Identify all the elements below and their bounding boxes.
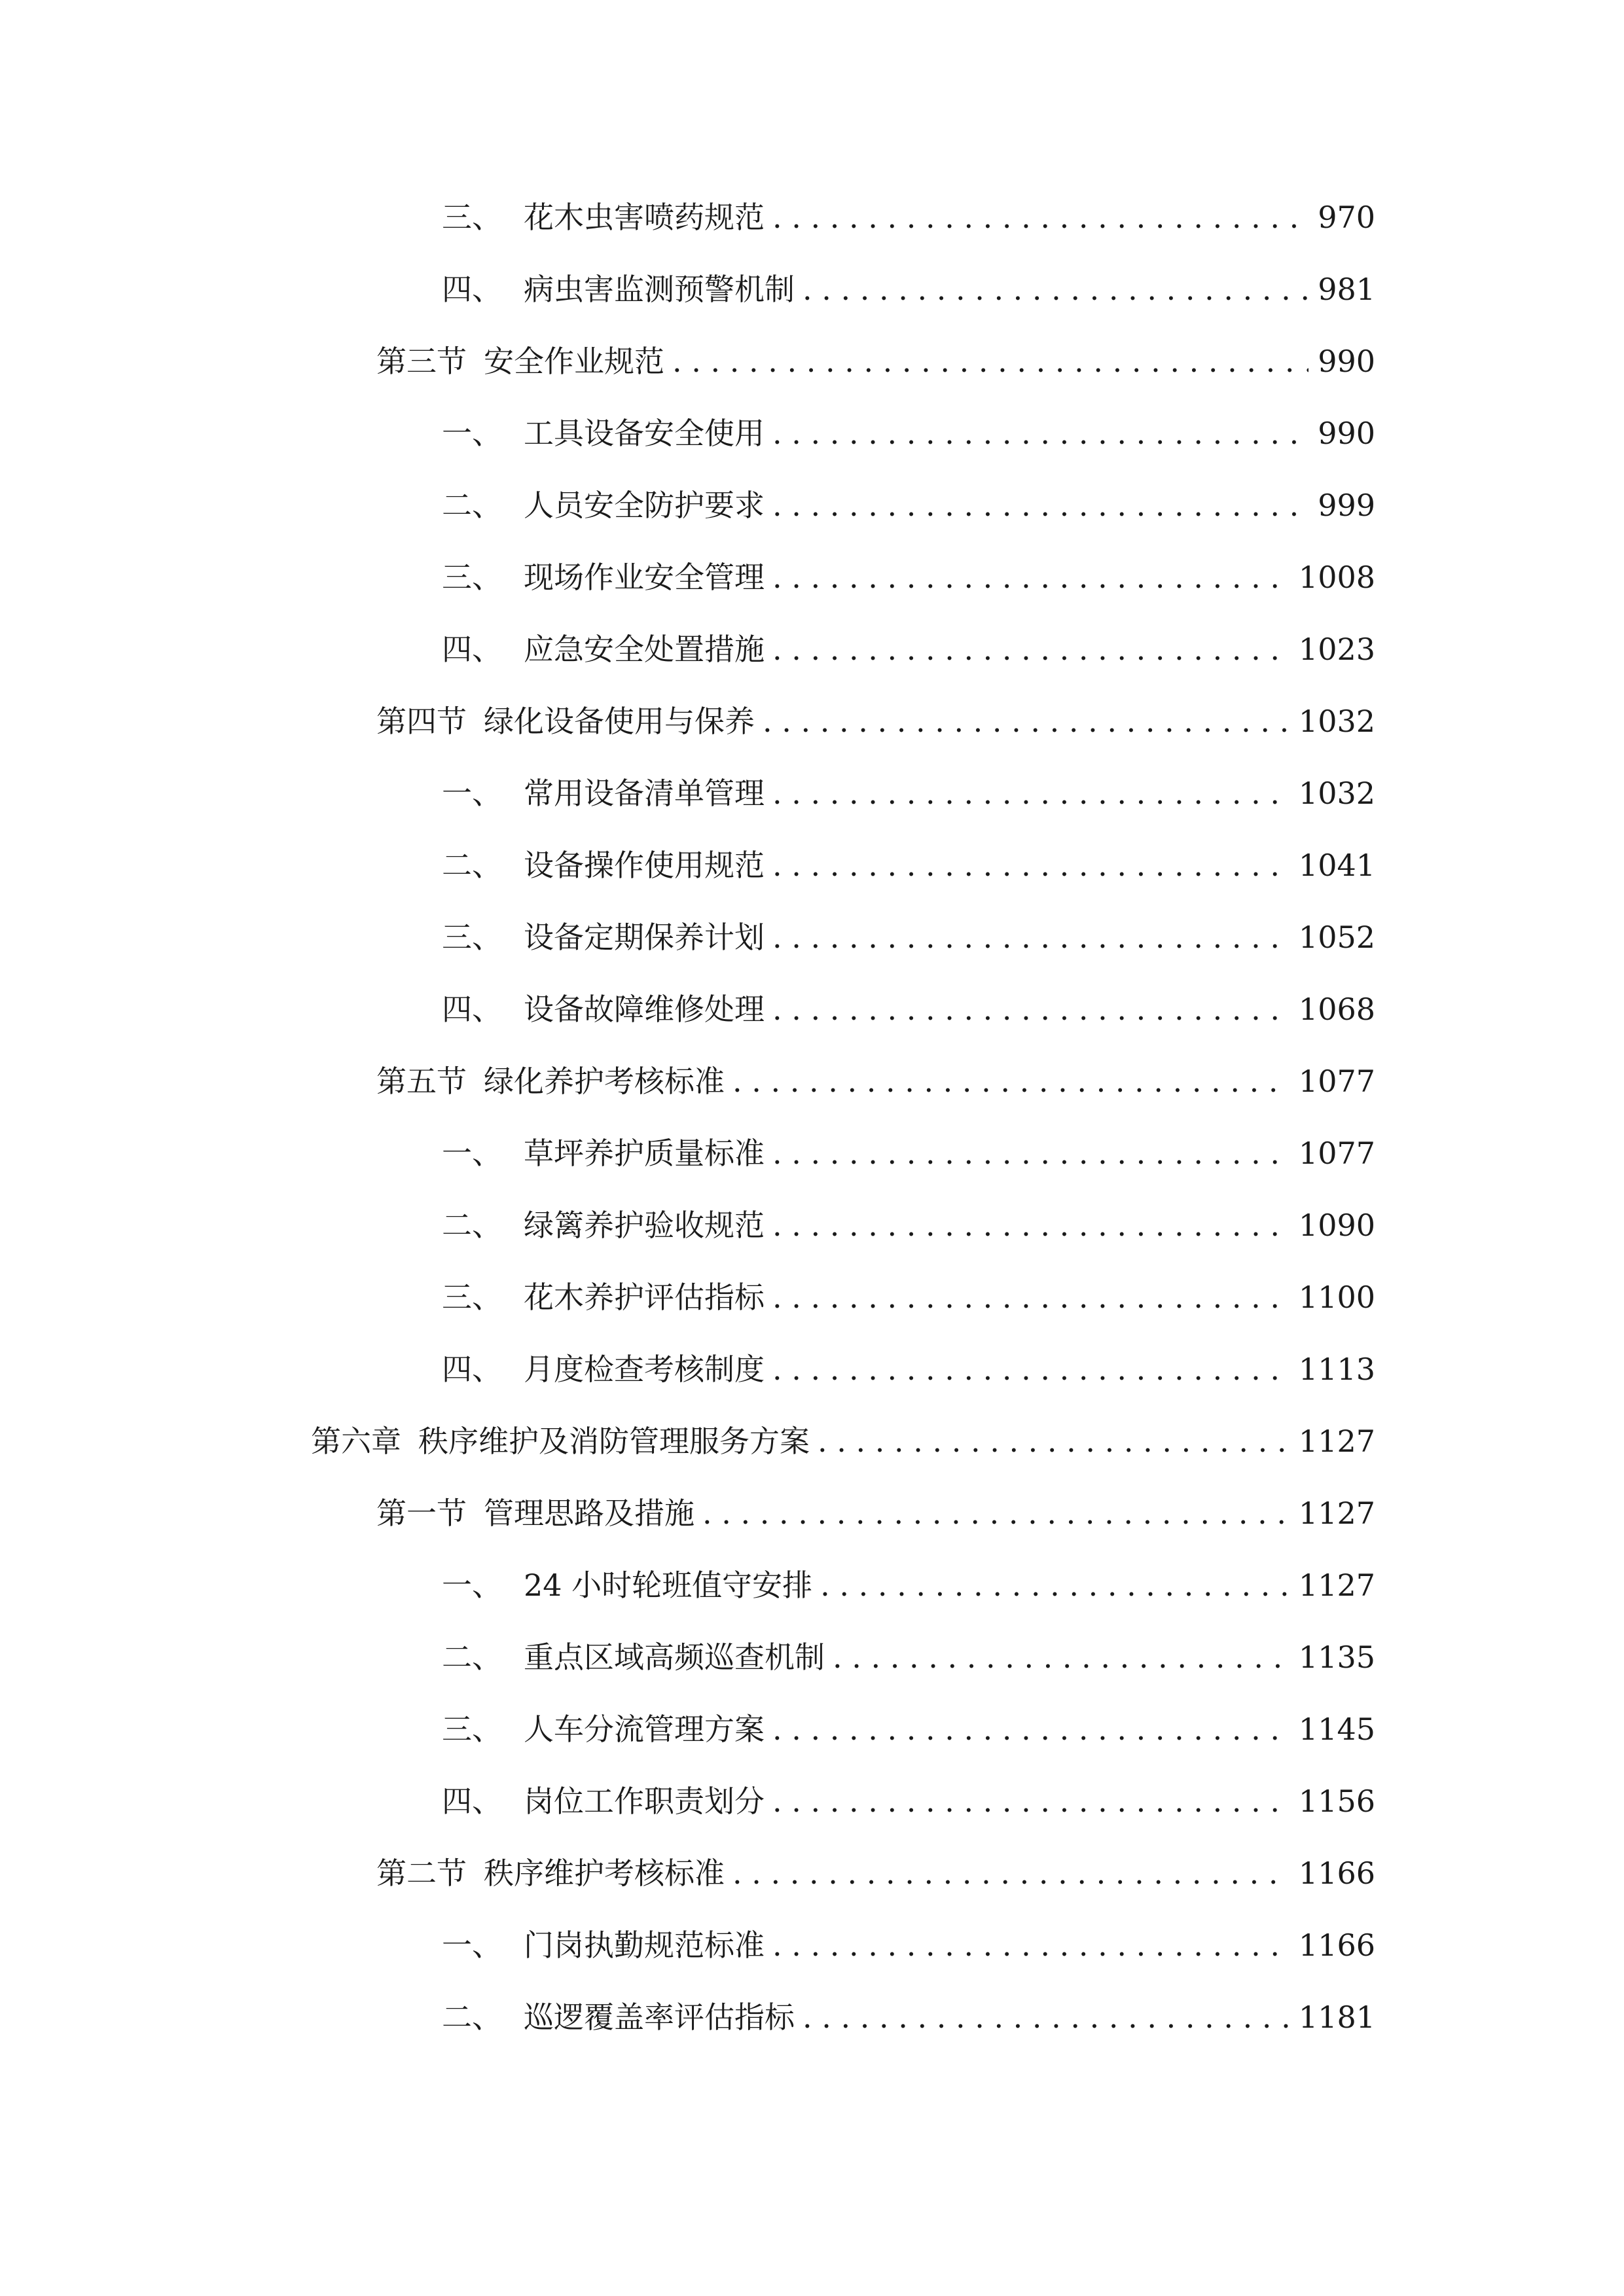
toc-entry[interactable] [442,551,1375,603]
dot-leader [772,1127,1290,1179]
toc-entry-page: 1127 [1298,1424,1375,1459]
toc-entry-page: 981 [1318,272,1375,307]
toc-entry-number: 第三节 [376,344,467,379]
toc-entry[interactable] [442,1559,1375,1611]
toc-entry[interactable] [311,1415,1375,1467]
toc-entry-number: 一、 [442,776,502,811]
dot-leader [772,1775,1290,1827]
dot-leader [772,767,1290,819]
dot-leader [772,623,1290,675]
toc-entry[interactable] [442,1631,1375,1683]
toc-entry-page: 1127 [1298,1496,1375,1531]
toc-entry-page: 1041 [1298,848,1375,883]
toc-entry-number: 三、 [442,1280,502,1315]
dot-leader [772,191,1308,243]
toc-entry-number: 第四节 [376,704,467,739]
toc-entry-number: 一、 [442,416,502,451]
toc-entry[interactable] [442,623,1375,675]
toc-entry-title: 设备操作使用规范 [524,848,765,883]
toc-entry-page: 1113 [1298,1352,1375,1387]
toc-entry-number: 第五节 [376,1064,467,1099]
dot-leader [772,1703,1290,1755]
toc-entry[interactable] [442,911,1375,963]
toc-entry-title: 花木虫害喷药规范 [524,200,765,235]
toc-entry[interactable] [442,1775,1375,1827]
dot-leader [833,1631,1290,1683]
toc-entry-number: 四、 [442,272,502,307]
toc-entry-title: 设备故障维修处理 [524,992,765,1027]
dot-leader [772,983,1290,1035]
toc-entry-number: 二、 [442,1640,502,1675]
toc-entry-page: 1023 [1298,632,1375,667]
toc-entry[interactable] [442,191,1375,243]
toc-entry-number: 四、 [442,992,502,1027]
toc-entry[interactable] [442,407,1375,459]
toc-entry-page: 1077 [1298,1064,1375,1099]
dot-leader [772,1919,1290,1971]
toc-entry-page: 999 [1318,488,1375,523]
toc-entry[interactable] [442,983,1375,1035]
toc-entry-number: 三、 [442,1712,502,1747]
toc-entry-title: 应急安全处置措施 [524,632,765,667]
toc-entry-page: 1032 [1298,776,1375,811]
toc-entry-page: 1032 [1298,704,1375,739]
toc-entry[interactable] [442,1199,1375,1251]
toc-entry-page: 1145 [1298,1712,1375,1747]
toc-entry-page: 1156 [1298,1784,1375,1819]
toc-entry[interactable] [442,1919,1375,1971]
toc-entry-number: 三、 [442,920,502,955]
toc-entry-number: 一、 [442,1928,502,1963]
toc-entry-title: 花木养护评估指标 [524,1280,765,1315]
toc-entry-title: 常用设备清单管理 [524,776,765,811]
dot-leader [772,551,1290,603]
toc-entry-page: 1166 [1298,1856,1375,1891]
toc-entry-title: 巡逻覆盖率评估指标 [524,2000,795,2035]
dot-leader [732,1055,1290,1107]
toc-entry-title: 门岗执勤规范标准 [524,1928,765,1963]
toc-entry-page: 990 [1318,416,1375,451]
toc-entry-page: 1008 [1298,560,1375,595]
toc-entry-title: 秩序维护及消防管理服务方案 [418,1424,810,1459]
toc-entry-title: 管理思路及措施 [484,1496,695,1531]
toc-entry-page: 1090 [1298,1208,1375,1243]
dot-leader [818,1415,1290,1467]
toc-entry-title: 24 小时轮班值守安排 [524,1568,813,1603]
toc-entry-number: 二、 [442,488,502,523]
toc-entry-title: 现场作业安全管理 [524,560,765,595]
dot-leader [772,1343,1290,1395]
toc-entry-number: 二、 [442,2000,502,2035]
toc-entry-page: 1077 [1298,1136,1375,1171]
dot-leader [803,263,1308,315]
toc-entry-page: 1068 [1298,992,1375,1027]
dot-leader [672,335,1308,387]
toc-entry-number: 一、 [442,1568,502,1603]
toc-entry[interactable] [376,1055,1375,1107]
dot-leader [732,1847,1290,1899]
toc-entry-number: 四、 [442,1784,502,1819]
toc-entry[interactable] [442,1703,1375,1755]
toc-entry-title: 工具设备安全使用 [524,416,765,451]
toc-entry[interactable] [442,839,1375,891]
toc-entry-page: 1100 [1298,1280,1375,1315]
toc-entry-page: 1127 [1298,1568,1375,1603]
dot-leader [772,911,1290,963]
dot-leader [772,1199,1290,1251]
toc-entry-title: 草坪养护质量标准 [524,1136,765,1171]
toc-entry[interactable] [376,1487,1375,1539]
toc-entry-number: 二、 [442,1208,502,1243]
toc-entry[interactable] [442,1343,1375,1395]
toc-entry-number: 四、 [442,1352,502,1387]
toc-entry-title: 人车分流管理方案 [524,1712,765,1747]
toc-entry-page: 1135 [1298,1640,1375,1675]
toc-entry[interactable] [442,263,1375,315]
toc-entry-title: 绿化设备使用与保养 [484,704,755,739]
toc-entry-number: 二、 [442,848,502,883]
toc-entry-title: 绿化养护考核标准 [484,1064,725,1099]
toc-entry-number: 三、 [442,560,502,595]
toc-entry-title: 人员安全防护要求 [524,488,765,523]
dot-leader [820,1559,1290,1611]
dot-leader [772,479,1308,531]
toc-entry-page: 1166 [1298,1928,1375,1963]
toc-entry[interactable] [376,695,1375,747]
toc-entry-number: 第二节 [376,1856,467,1891]
toc-entry-number: 第六章 [311,1424,401,1459]
toc-entry-title: 绿篱养护验收规范 [524,1208,765,1243]
toc-entry-title: 岗位工作职责划分 [524,1784,765,1819]
toc-entry-page: 1052 [1298,920,1375,955]
dot-leader [803,1991,1290,2043]
toc-entry-number: 三、 [442,200,502,235]
toc-entry[interactable] [376,1847,1375,1899]
toc-entry-number: 一、 [442,1136,502,1171]
toc-entry-number: 第一节 [376,1496,467,1531]
toc-entry-title: 重点区域高频巡查机制 [524,1640,825,1675]
toc-entry-title: 设备定期保养计划 [524,920,765,955]
toc-entry-page: 970 [1318,200,1375,235]
toc-entry[interactable] [442,767,1375,819]
dot-leader [772,407,1308,459]
toc-entry-page: 1181 [1298,2000,1375,2035]
dot-leader [763,695,1290,747]
toc-entry-title: 安全作业规范 [484,344,664,379]
toc-entry[interactable] [442,1127,1375,1179]
toc-entry[interactable] [376,335,1375,387]
toc-entry[interactable] [442,479,1375,531]
toc-entry-number: 四、 [442,632,502,667]
toc-entry-title: 月度检查考核制度 [524,1352,765,1387]
dot-leader [702,1487,1290,1539]
toc-entry[interactable] [442,1271,1375,1323]
toc-entry[interactable] [442,1991,1375,2043]
toc-entry-title: 秩序维护考核标准 [484,1856,725,1891]
dot-leader [772,1271,1290,1323]
toc-entry-title: 病虫害监测预警机制 [524,272,795,307]
toc-entry-page: 990 [1318,344,1375,379]
dot-leader [772,839,1290,891]
